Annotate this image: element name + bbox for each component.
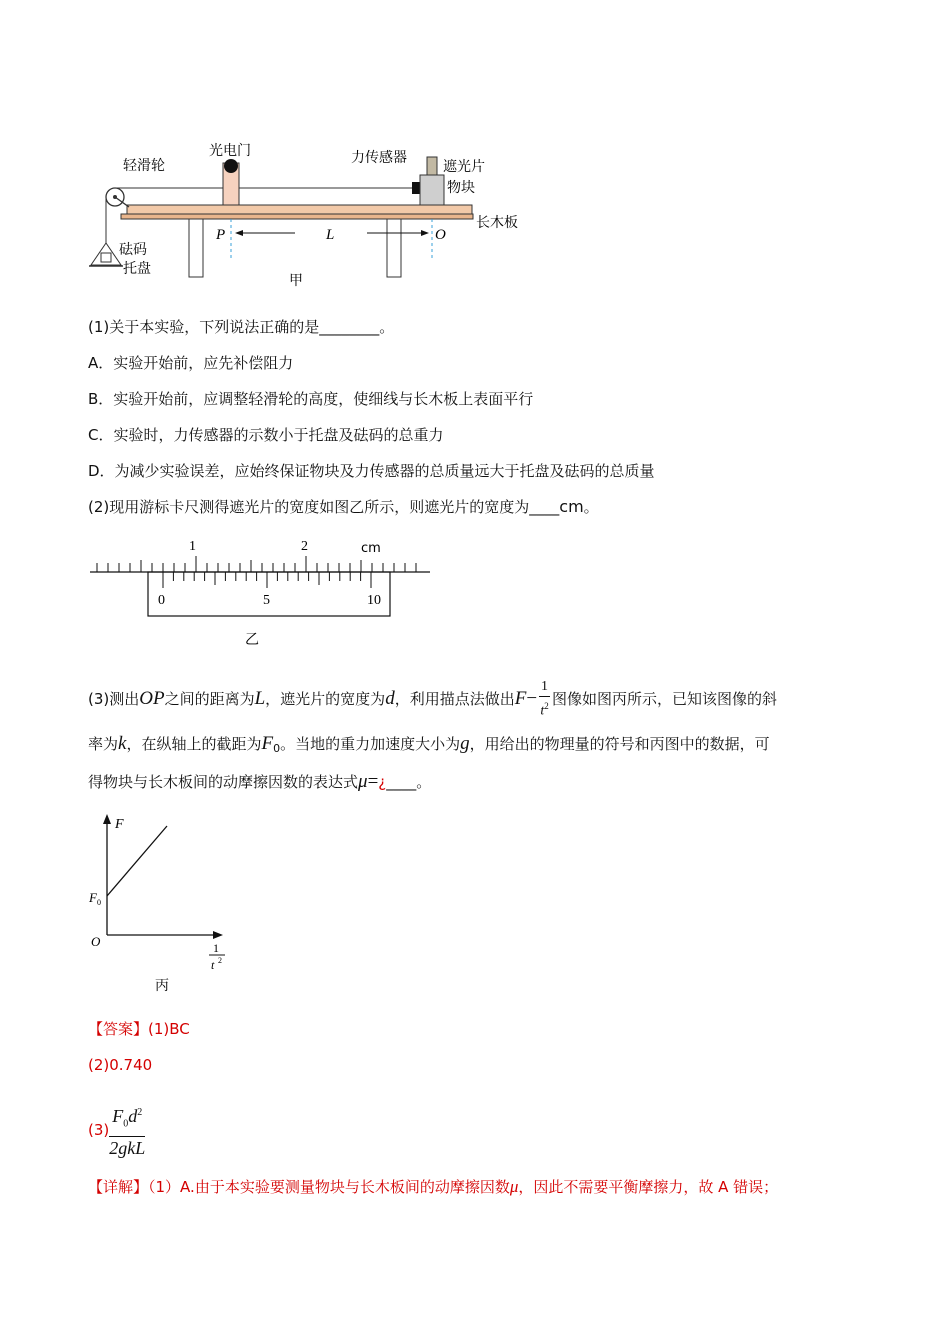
answer-line1 [88, 1018, 190, 1040]
detail-mu: μ [509, 1177, 519, 1196]
main-label-2: 2 [301, 539, 308, 554]
origin-label: O [91, 934, 101, 949]
label-shade: 遮光片 [443, 159, 485, 175]
intercept-sub: 0 [97, 898, 101, 907]
q3-line2 [88, 732, 770, 761]
q2-text: (2)现用游标卡尺测得遮光片的宽度如图乙所示，则遮光片的宽度为 [88, 498, 530, 516]
detail-text-2: ，因此不需要平衡摩擦力，故 A 错误； [518, 1178, 779, 1196]
q1-stem: (1)关于本实验，下列说法正确的是________。 [88, 318, 395, 336]
figure-yi-caliper [85, 532, 445, 652]
x-label-den: t [211, 958, 215, 972]
answer-tag: 【答案】 [88, 1020, 149, 1038]
q3-sq: 2 [544, 701, 549, 711]
q1-option-d: D．为减少实验误差，应始终保证物块及力传感器的总质量远大于托盘及砝码的总质量 [88, 462, 655, 480]
figure-bing [85, 810, 245, 1000]
q3-text-5: 图像如图丙所示，已知该图像的斜 [552, 689, 778, 708]
answer-3-F-sub: 0 [123, 1118, 129, 1130]
fit-line [107, 826, 167, 896]
caption-bing: 丙 [155, 978, 169, 994]
answer-3-prefix: (3) [88, 1120, 110, 1139]
q1-option-a: A．实验开始前，应先补偿阻力 [88, 354, 294, 372]
q2-blank: ____ [529, 498, 560, 516]
q3-text-2: 之间的距离为 [164, 689, 255, 708]
answer-3-d: d [128, 1106, 138, 1126]
vernier-label-5: 5 [263, 593, 270, 608]
photogate-sensor [224, 159, 238, 173]
left-leg [189, 219, 203, 277]
label-force-sensor: 力传感器 [351, 150, 407, 166]
caption-yi: 乙 [245, 632, 259, 648]
q3-text-7: ，在纵轴上的截距为 [126, 735, 262, 753]
answer-1: (1)BC [148, 1020, 190, 1038]
q3-g: g [460, 733, 470, 754]
label-block: 物块 [447, 180, 475, 196]
q3-inverted-q: ¿ [378, 773, 387, 791]
block-icon [420, 175, 444, 205]
label-board: 长木板 [476, 215, 518, 231]
answer-3-num [109, 1102, 145, 1137]
caption-jia: 甲 [289, 273, 303, 289]
q3-line1 [88, 678, 777, 721]
detail-line [88, 1176, 778, 1198]
answer-3-den-text: 2gkL [109, 1137, 146, 1158]
q3-F0-sub: 0 [273, 742, 281, 755]
answer-2: (2)0.740 [88, 1056, 153, 1074]
q1-option-c: C．实验时，力传感器的示数小于托盘及砝码的总重力 [88, 426, 444, 444]
right-leg [387, 219, 401, 277]
q3-text-8: 。当地的重力加速度大小为 [280, 735, 461, 753]
q3-text-11: ____。 [386, 773, 432, 791]
detail-tag: 【详解】 [88, 1178, 149, 1196]
vernier-scale-ticks [163, 572, 371, 588]
label-weights: 砝码 [119, 242, 147, 258]
q2-stem [88, 496, 599, 518]
q1-option-b: B．实验开始前，应调整轻滑轮的高度，使细线与长木板上表面平行 [88, 390, 534, 408]
q2-unit: cm [559, 497, 584, 516]
q3-L: L [254, 687, 266, 709]
q3-k: k [118, 733, 127, 754]
label-L: L [326, 227, 335, 243]
answer-3-d-sup: 2 [137, 1107, 143, 1118]
label-tray: 托盘 [123, 261, 151, 277]
label-P: P [216, 227, 226, 243]
q3-t: t [540, 703, 545, 719]
vernier-label-0: 0 [158, 593, 165, 608]
q2-period: 。 [583, 498, 599, 516]
q3-text-6: 率为 [88, 735, 119, 753]
q3-text-9: ，用给出的物理量的符号和丙图中的数据，可 [469, 735, 770, 753]
q3-text-4: ，利用描点法做出 [394, 689, 515, 708]
answer-3-den [109, 1137, 145, 1159]
force-sensor-icon [412, 182, 420, 194]
main-label-1: 1 [189, 539, 196, 554]
q3-text-3: ，遮光片的宽度为 [265, 689, 386, 708]
detail-text: （1）A.由于本实验要测量物块与长木板间的动摩擦因数 [148, 1178, 510, 1196]
x-label-sup: 2 [218, 956, 222, 965]
answer-3 [88, 1102, 145, 1159]
x-label-num: 1 [213, 941, 219, 955]
q3-text-10: 得物块与长木板间的动摩擦因数的表达式 [88, 773, 359, 791]
long-board [127, 205, 472, 214]
q3-F0: F [261, 733, 274, 754]
shade-icon [427, 157, 437, 175]
label-pulley: 轻滑轮 [123, 158, 165, 174]
vernier-label-10: 10 [367, 593, 381, 608]
weight-icon [101, 253, 111, 262]
intercept-label: F [89, 890, 97, 905]
caliper-unit: cm [361, 541, 381, 556]
q3-F: F [514, 687, 527, 709]
q3-d: d [385, 687, 395, 709]
q3-eq: = [367, 771, 379, 792]
y-axis-label: F [115, 817, 124, 832]
q3-frac-num: 1 [539, 678, 550, 697]
q3-fraction [539, 678, 550, 721]
q3-OP: OP [139, 687, 165, 709]
answer-3-fraction [109, 1102, 145, 1159]
q3-line3 [88, 770, 431, 794]
label-O: O [435, 227, 446, 243]
board-edge [121, 214, 473, 219]
q3-dash: − [526, 687, 538, 709]
q3-frac-den [539, 697, 550, 721]
answer-3-F: F [112, 1106, 124, 1126]
q3-mu: μ [358, 771, 368, 792]
q3-text-1: (3)测出 [88, 689, 140, 708]
main-scale-ticks [97, 556, 416, 572]
figure-jia [85, 135, 535, 295]
label-photogate: 光电门 [209, 143, 251, 159]
